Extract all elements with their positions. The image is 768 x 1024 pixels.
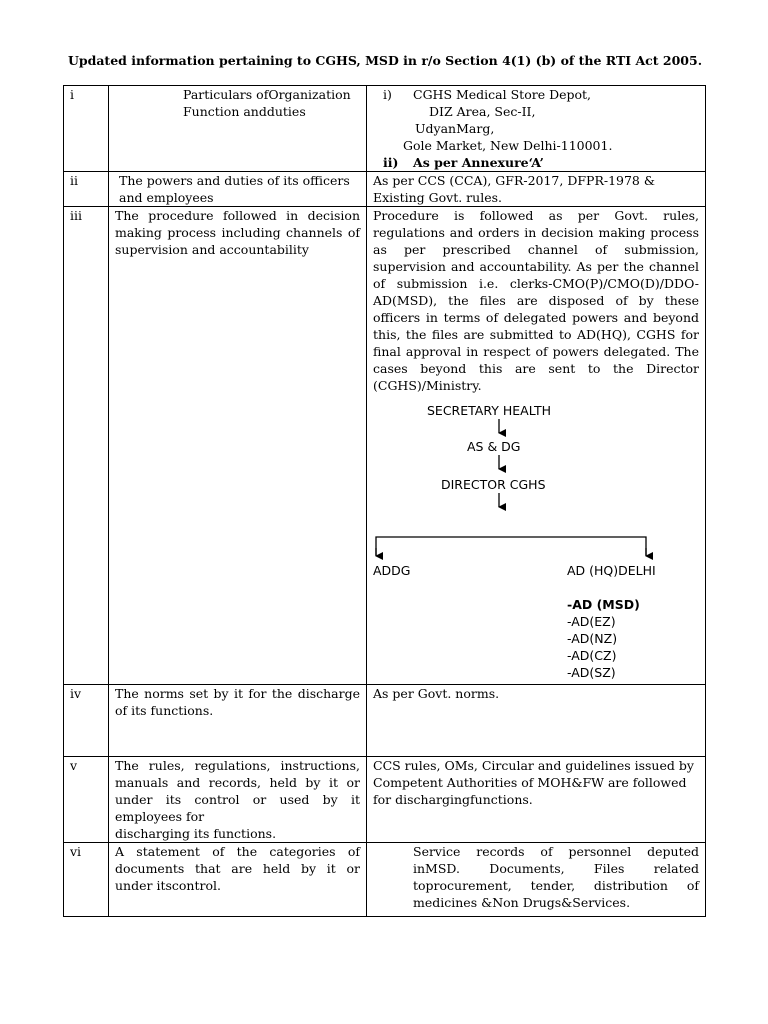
ad-unit: -AD(SZ) (567, 665, 616, 680)
ad-unit: -AD(EZ) (567, 614, 616, 629)
row-response (367, 843, 706, 917)
annexure-text: As per Annexure‘A’ (413, 155, 544, 170)
row-number: iv (64, 685, 109, 757)
particular-text: The powers and duties of its officers and employees (119, 173, 350, 205)
org-chart (373, 400, 699, 680)
node-addg: ADDG (373, 563, 411, 578)
row-response: As per CCS (CCA), GFR-2017, DFPR-1978 & Existing Govt. rules. (367, 172, 706, 207)
table-row (64, 757, 706, 843)
row-number: iii (64, 207, 109, 685)
page-title: Updated information pertaining to CGHS, MSD in r/o Section 4(1) (b) of the RTI Act 2005. (67, 53, 703, 68)
node-ad-hq-delhi: AD (HQ)DELHI (567, 563, 656, 578)
node-secretary-health: SECRETARY HEALTH (427, 403, 551, 418)
row-particular (109, 172, 367, 207)
annexure-marker: ii) (383, 155, 399, 170)
row-number: v (64, 757, 109, 843)
row-response: As per Govt. norms. (367, 685, 706, 757)
row-response (367, 207, 706, 685)
address-marker: i) (383, 87, 392, 102)
row-particular: The norms set by it for the discharge of its functions. (109, 685, 367, 757)
rti-info-table (63, 85, 706, 917)
row-response: CCS rules, OMs, Circular and guidelines issued by Competent Authorities of MOH&FW are followed for dischargingfunctions. (367, 757, 706, 843)
node-as-dg: AS & DG (467, 439, 521, 454)
procedure-text: Procedure is followed as per Govt. rules, regulations and orders in decision making process as per prescribed channel of submission, supervision and accountability. As per the channel of submission i.e. clerks-CMO(P)/CMO(D)/DDO-AD(MSD), the files are disposed of by these officers in terms of delegated powers and beyond this, the files are submitted to AD(HQ), CGHS for final approval in respect of powers delegated. The cases beyond this are sent to the Director (CGHS)/Ministry. (373, 208, 699, 393)
particular-text: The rules, regulations, instructions, manuals and records, held by it or under its control or used by it employees for (115, 758, 360, 824)
address-line: CGHS Medical Store Depot, (413, 87, 592, 102)
row-number: vi (64, 843, 109, 917)
node-director-cghs: DIRECTOR CGHS (441, 477, 546, 492)
row-response (367, 86, 706, 172)
documents-text: Service records of personnel deputed inMSD. Documents, Files related toprocurement, tender, distribution of medicines &Non Drugs&Services. (413, 844, 699, 910)
table-row (64, 207, 706, 685)
row-particular (109, 86, 367, 172)
ad-unit: -AD(NZ) (567, 631, 618, 646)
particular-line: Function andduties (183, 104, 306, 119)
table-row (64, 86, 706, 172)
ad-unit: -AD(CZ) (567, 648, 617, 663)
address-line: Gole Market, New Delhi-110001. (403, 138, 613, 153)
table-row (64, 172, 706, 207)
row-particular: A statement of the categories of documents that are held by it or under itscontrol. (109, 843, 367, 917)
table-row (64, 685, 706, 757)
branch-line (376, 537, 646, 555)
table-row (64, 843, 706, 917)
address-line: DIZ Area, Sec-II, (429, 104, 536, 119)
ad-sub-units (567, 596, 640, 681)
row-particular: The procedure followed in decision making process including channels of supervision and accountability (109, 207, 367, 685)
ad-unit: -AD (MSD) (567, 597, 640, 612)
row-number: i (64, 86, 109, 172)
row-number: ii (64, 172, 109, 207)
particular-line: Particulars ofOrganization (183, 87, 351, 102)
row-particular (109, 757, 367, 843)
address-line: UdyanMarg, (415, 121, 495, 136)
particular-tail: discharging its functions. (115, 826, 277, 841)
